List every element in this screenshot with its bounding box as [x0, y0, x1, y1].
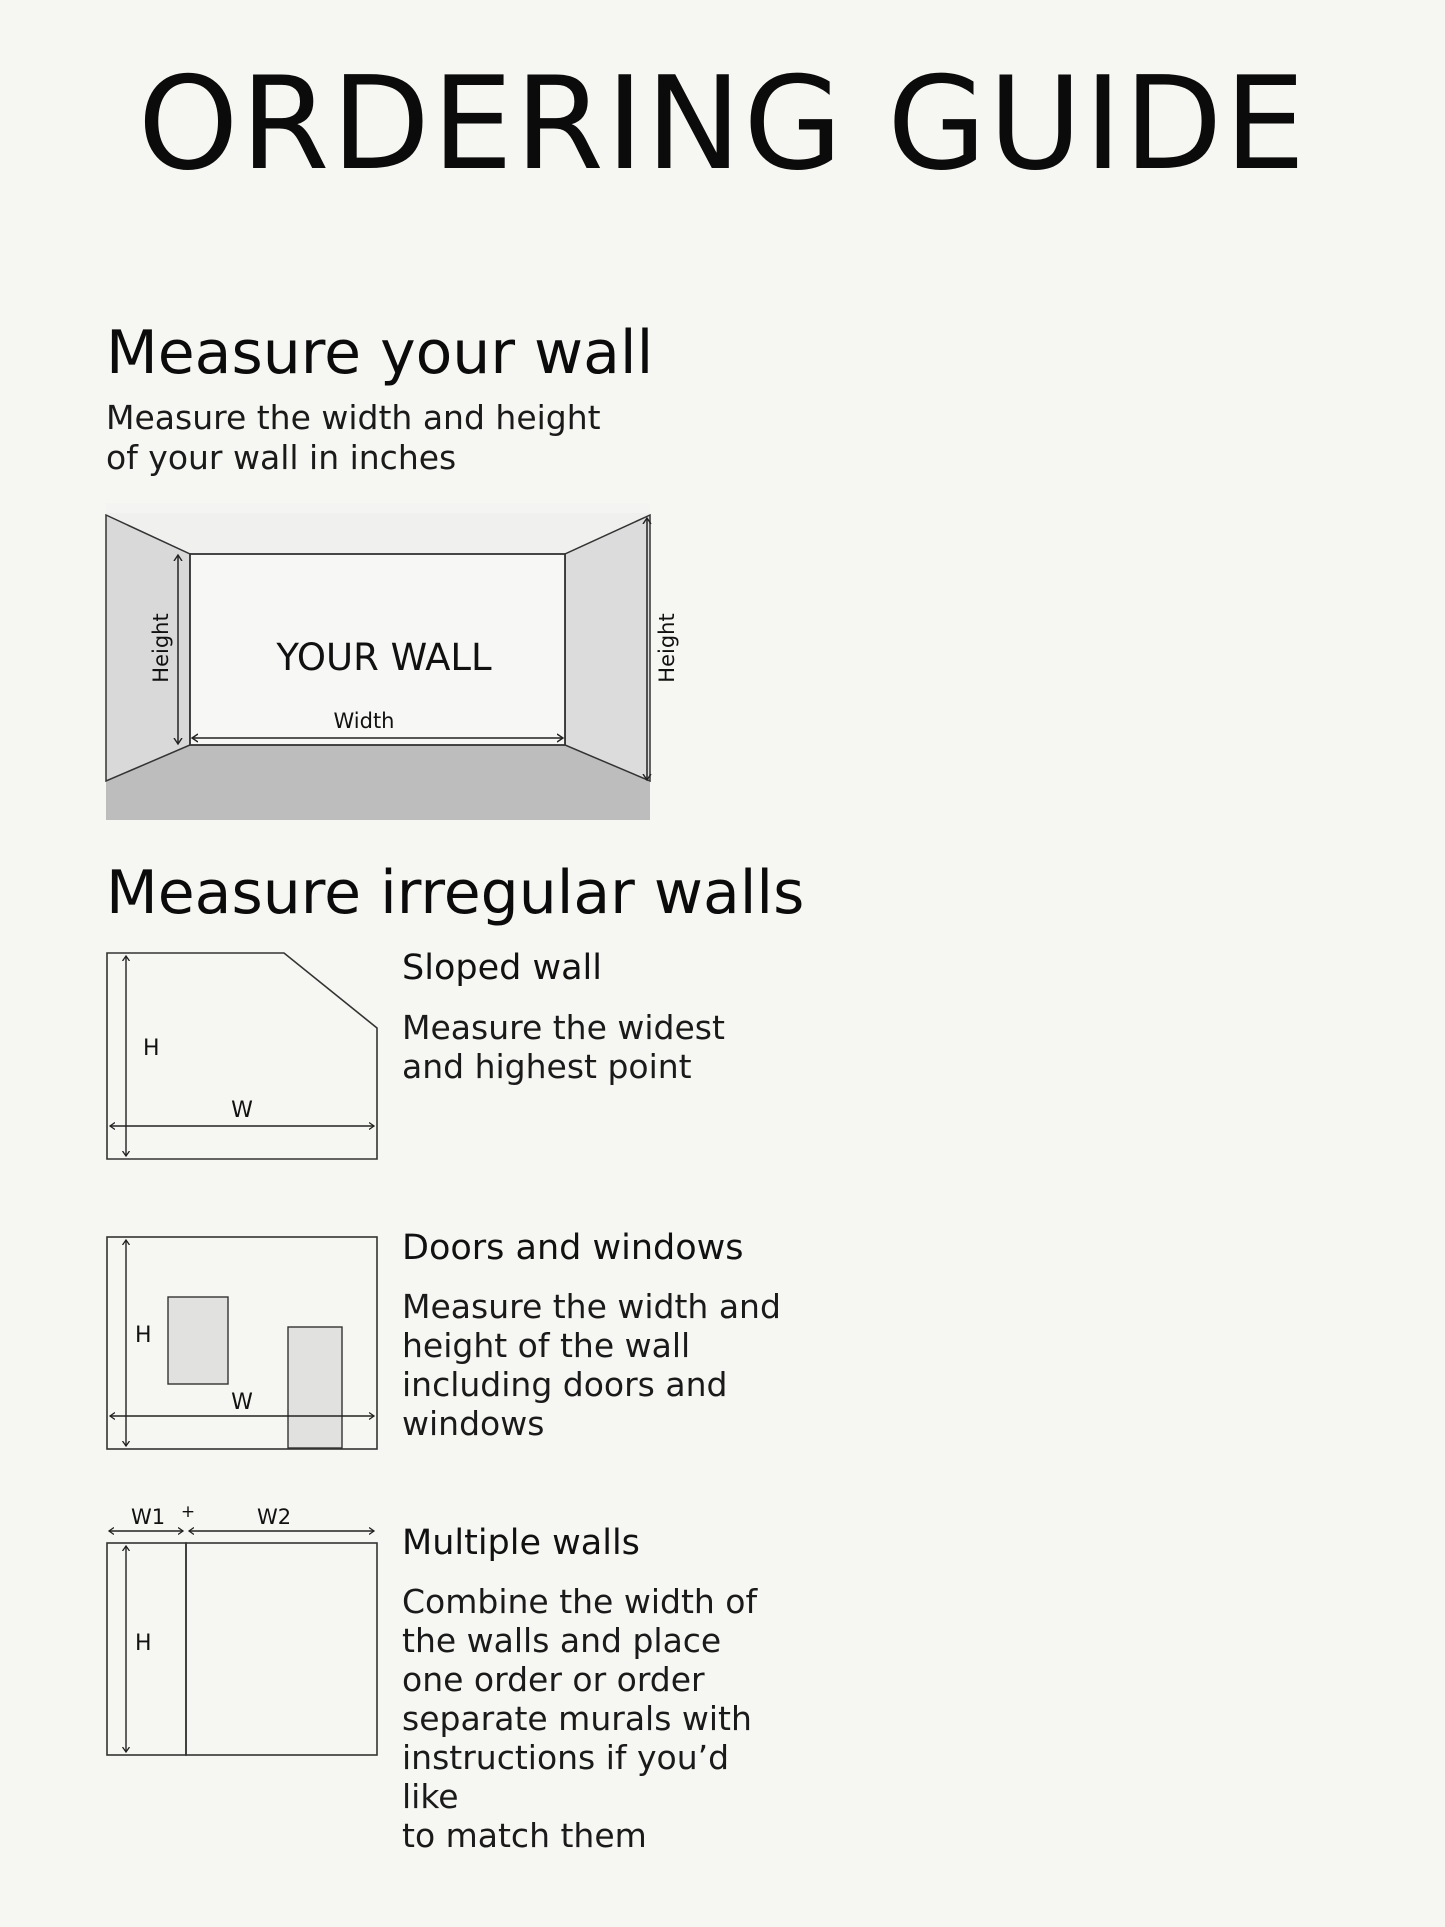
- sloped-h-label: H: [143, 1036, 160, 1061]
- sloped-wall-title: Sloped wall: [402, 948, 602, 988]
- width-label: Width: [333, 709, 395, 733]
- multi-plus-label: +: [180, 1502, 196, 1522]
- window-shape: [168, 1297, 228, 1384]
- sloped-wall-description: Measure the widest and highest point: [402, 1008, 725, 1086]
- door-shape: [288, 1327, 342, 1448]
- sloped-w-label: W: [231, 1098, 253, 1123]
- doors-h-label: H: [135, 1323, 152, 1348]
- multi-h-label: H: [135, 1631, 152, 1656]
- doors-windows-title: Doors and windows: [402, 1228, 744, 1268]
- room-diagram: [106, 503, 679, 820]
- your-wall-label: YOUR WALL: [276, 636, 492, 679]
- multiple-walls-description: Combine the width of the walls and place one order or order separate murals with instructions if you’d like to match them: [402, 1582, 758, 1855]
- height-label-left: Height: [149, 613, 173, 683]
- irregular-walls-title: Measure irregular walls: [106, 858, 805, 928]
- multi-w2-label: W2: [256, 1505, 292, 1529]
- measure-wall-title: Measure your wall: [106, 318, 654, 388]
- page-title: ORDERING GUIDE: [137, 50, 1308, 199]
- multiple-walls-title: Multiple walls: [402, 1523, 640, 1563]
- measure-wall-subtitle: Measure the width and height of your wall in inches: [106, 398, 601, 477]
- height-label-right: Height: [655, 613, 679, 683]
- room-floor: [106, 745, 650, 820]
- sloped-wall-diagram: [106, 952, 382, 1162]
- room-right-wall: [565, 515, 650, 781]
- doors-windows-description: Measure the width and height of the wall including doors and windows: [402, 1287, 781, 1443]
- doors-windows-diagram: [106, 1236, 382, 1451]
- doors-w-label: W: [231, 1390, 253, 1415]
- multi-wall-2: [186, 1543, 377, 1755]
- multiple-walls-diagram: [106, 1500, 382, 1760]
- multi-w1-label: W1: [130, 1505, 166, 1529]
